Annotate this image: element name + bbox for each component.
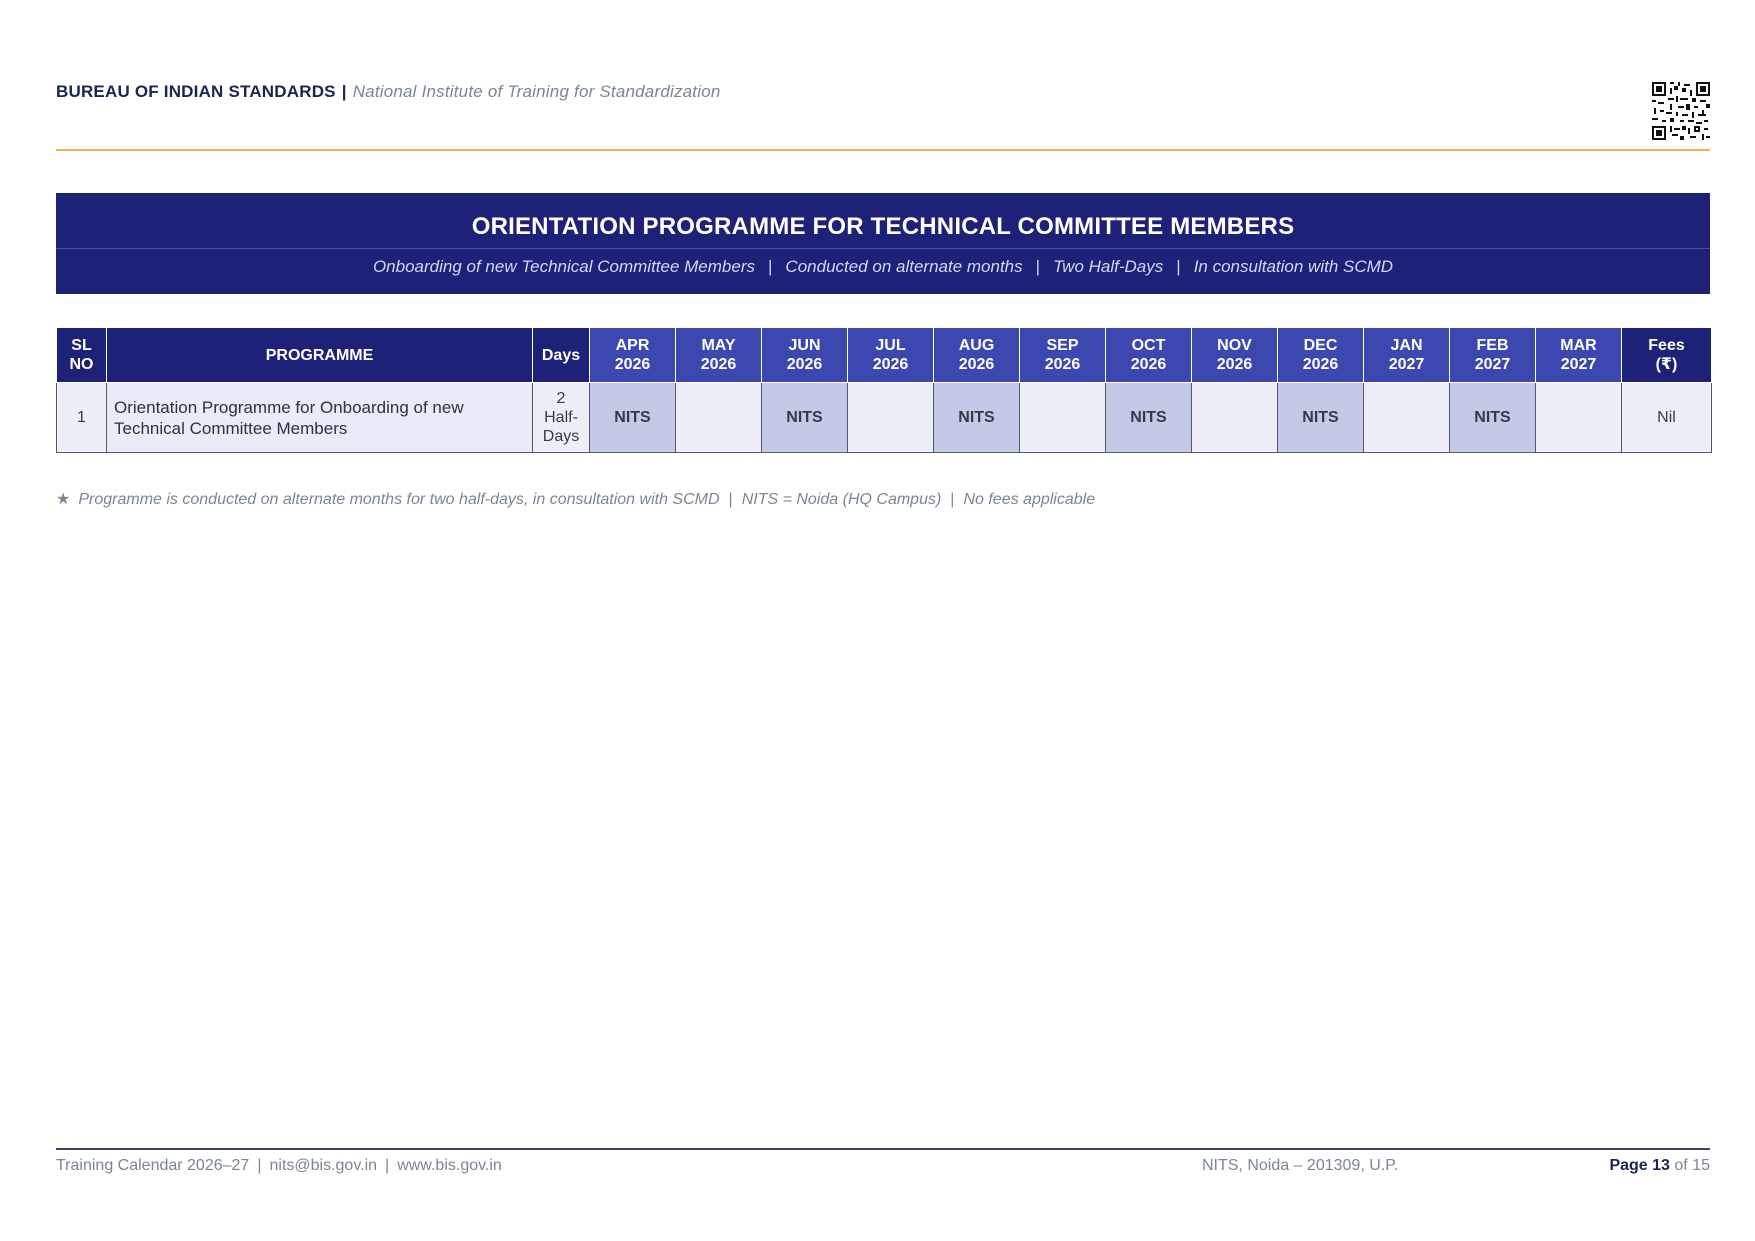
subtitle-part: Onboarding of new Technical Committee Members [372,257,755,276]
col-header-month: SEP 2026 [1020,328,1106,383]
subtitle-divider: | [1176,257,1181,276]
col-header-month: JUL 2026 [848,328,934,383]
header-title [56,82,721,102]
cell-month-schedule [848,383,934,453]
col-header-month: MAY 2026 [676,328,762,383]
col-header-month: JUN 2026 [762,328,848,383]
footer-email: nits@bis.gov.in [269,1157,378,1174]
cell-month-schedule: NITS [1106,383,1192,453]
footnote-divider: | [950,491,955,508]
footnote-part: No fees applicable [963,491,1096,508]
cell-sl-no: 1 [57,383,107,453]
cell-month-schedule: NITS [1278,383,1364,453]
cell-fees: Nil [1622,383,1712,453]
banner-title: ORIENTATION PROGRAMME FOR TECHNICAL COMMITTEE MEMBERS [471,213,1295,240]
banner-subtitle [56,257,1710,277]
qr-code-icon [1652,82,1710,140]
header-rule [56,149,1710,151]
calendar-table [56,327,1712,453]
page-header [56,80,1710,152]
star-icon: ★ [56,491,71,508]
col-header-month: DEC 2026 [1278,328,1364,383]
table-row [57,383,1712,453]
page-number [1609,1157,1710,1175]
footer-divider: | [257,1157,262,1174]
programme-banner [56,193,1710,294]
subtitle-divider: | [1035,257,1041,276]
cell-month-schedule [1364,383,1450,453]
col-header-sl-no: SL NO [57,328,107,383]
col-header-month: AUG 2026 [934,328,1020,383]
table-header-row [57,328,1712,383]
cell-month-schedule: NITS [1450,383,1536,453]
col-header-month: OCT 2026 [1106,328,1192,383]
cell-days: 2 Half- Days [533,383,590,453]
cell-month-schedule: NITS [590,383,676,453]
footer-address: NITS, Noida – 201309, U.P. [1202,1157,1399,1174]
institute-name: National Institute of Training for Standardization [352,82,721,101]
footnote-part: NITS = Noida (HQ Campus) [741,491,942,508]
col-header-month: MAR 2027 [1536,328,1622,383]
cell-month-schedule [676,383,762,453]
subtitle-divider: | [768,257,773,276]
col-header-month: FEB 2027 [1450,328,1536,383]
page-label: Page [1609,1157,1648,1174]
col-header-month: APR 2026 [590,328,676,383]
footer-rule [56,1148,1710,1150]
page-total: of 15 [1674,1157,1710,1174]
org-name: BUREAU OF INDIAN STANDARDS [56,82,336,101]
col-header-month: NOV 2026 [1192,328,1278,383]
cell-month-schedule: NITS [762,383,848,453]
footer-website: www.bis.gov.in [397,1157,502,1174]
footnote [56,489,1095,509]
cell-programme: Orientation Programme for Onboarding of new Technical Committee Members [107,383,533,453]
col-header-days: Days [533,328,590,383]
page-current: 13 [1652,1157,1670,1174]
subtitle-part: In consultation with SCMD [1193,257,1394,276]
footer-calendar-title: Training Calendar 2026–27 [56,1157,250,1174]
subtitle-part: Conducted on alternate months [785,257,1023,276]
banner-divider [56,248,1710,249]
cell-month-schedule [1536,383,1622,453]
cell-month-schedule [1192,383,1278,453]
cell-month-schedule [1020,383,1106,453]
header-separator: | [341,82,347,101]
col-header-fees: Fees (₹) [1622,328,1712,383]
col-header-programme: PROGRAMME [107,328,533,383]
footnote-divider: | [728,491,733,508]
footer-left [56,1157,502,1175]
col-header-month: JAN 2027 [1364,328,1450,383]
footnote-part: Programme is conducted on alternate months for two half-days, in consultation with SCMD [78,491,720,508]
cell-month-schedule: NITS [934,383,1020,453]
footer-divider: | [385,1157,390,1174]
subtitle-part: Two Half-Days [1053,257,1164,276]
